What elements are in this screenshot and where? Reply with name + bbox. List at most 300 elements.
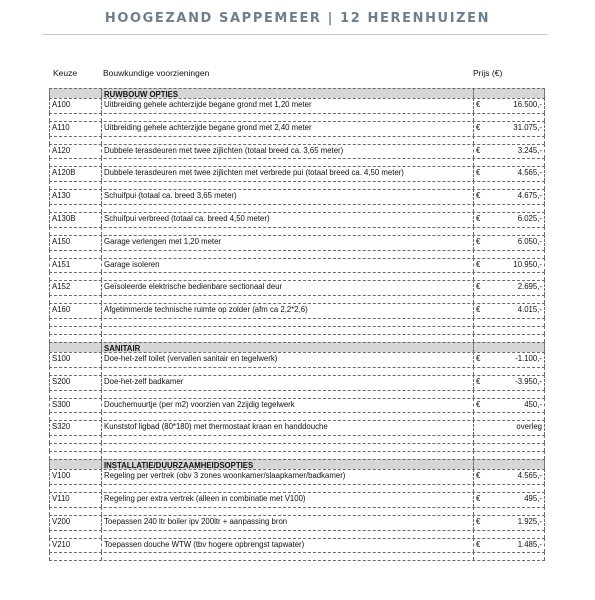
- spacer-row: [49, 530, 545, 538]
- column-divider: [473, 88, 474, 98]
- option-code: A150: [52, 236, 71, 246]
- column-divider: [49, 352, 50, 367]
- column-divider: [49, 98, 50, 113]
- column-divider: [473, 280, 474, 295]
- spacer-row: [49, 136, 545, 144]
- column-divider: [544, 326, 545, 334]
- currency-symbol: €: [476, 145, 481, 155]
- currency-symbol: €: [476, 282, 481, 292]
- column-divider: [101, 98, 102, 113]
- spacer-row: [49, 250, 545, 258]
- column-divider: [101, 334, 102, 342]
- spacer-row: [49, 412, 545, 420]
- column-divider: [49, 88, 50, 98]
- column-divider: [473, 334, 474, 342]
- column-divider: [544, 303, 545, 318]
- column-divider: [101, 484, 102, 492]
- column-divider: [49, 398, 50, 413]
- option-code: V110: [52, 493, 70, 503]
- column-divider: [101, 121, 102, 136]
- option-description: Schuifpui (totaal ca. breed 3,65 meter): [104, 191, 237, 201]
- column-divider: [473, 435, 474, 443]
- column-divider: [473, 515, 474, 530]
- column-divider: [544, 166, 545, 181]
- column-divider: [49, 560, 50, 561]
- currency-symbol: €: [476, 516, 481, 526]
- column-divider: [49, 412, 50, 420]
- column-divider: [473, 469, 474, 484]
- column-divider: [49, 530, 50, 538]
- currency-symbol: €: [476, 399, 481, 409]
- column-divider: [101, 398, 102, 413]
- option-description: Geïsoleerde elektrische bedienbare sectionaal deur: [104, 282, 283, 292]
- table-row: [49, 303, 545, 318]
- option-price: 1.925,-: [517, 516, 542, 526]
- column-divider: [49, 303, 50, 318]
- column-divider: [101, 280, 102, 295]
- column-divider: [101, 390, 102, 398]
- option-description: Dubbele terasdeuren met twee zijlichten met verbrede pui (totaal breed ca. 4,50 meter): [104, 168, 404, 178]
- column-divider: [544, 88, 545, 98]
- spacer-row: [49, 295, 545, 303]
- column-divider: [101, 420, 102, 435]
- column-divider: [101, 235, 102, 250]
- table-row: [49, 144, 545, 159]
- column-divider: [49, 326, 50, 334]
- spacer-row: [49, 451, 545, 459]
- column-divider: [473, 390, 474, 398]
- column-divider: [544, 560, 545, 561]
- column-divider: [473, 352, 474, 367]
- option-description: Regeling per vertrek (obv 3 zones woonkamer/slaapkamer/badkamer): [104, 471, 346, 481]
- column-divider: [544, 469, 545, 484]
- column-divider: [544, 334, 545, 342]
- column-divider: [101, 342, 102, 352]
- spacer-row: [49, 158, 545, 166]
- section-header-row: [49, 342, 545, 352]
- column-divider: [101, 113, 102, 121]
- currency-symbol: €: [476, 168, 481, 178]
- column-divider: [49, 204, 50, 212]
- column-divider: [544, 189, 545, 204]
- column-divider: [473, 375, 474, 390]
- column-divider: [544, 227, 545, 235]
- column-divider: [49, 121, 50, 136]
- options-table: [49, 88, 545, 561]
- column-divider: [49, 227, 50, 235]
- currency-symbol: €: [476, 539, 481, 549]
- column-divider: [101, 451, 102, 459]
- column-divider: [101, 515, 102, 530]
- column-divider: [101, 538, 102, 553]
- option-description: Douchemuurtje (per m2) voorzien van 2zijdig tegelwerk: [104, 399, 295, 409]
- option-price: 495,-: [524, 493, 542, 503]
- option-price: -1.100,-: [515, 353, 542, 363]
- column-divider: [49, 166, 50, 181]
- column-divider: [49, 318, 50, 326]
- column-divider: [544, 352, 545, 367]
- column-divider: [473, 318, 474, 326]
- column-divider: [473, 212, 474, 227]
- option-price: 1.485,-: [517, 539, 542, 549]
- column-divider: [544, 459, 545, 469]
- spacer-row: [49, 334, 545, 342]
- column-divider: [544, 515, 545, 530]
- option-description: Dubbele terasdeuren met twee zijlichten (totaal breed ca. 3,65 meter): [104, 145, 344, 155]
- column-divider: [544, 342, 545, 352]
- column-divider: [101, 507, 102, 515]
- table-row: [49, 98, 545, 113]
- column-divider: [473, 295, 474, 303]
- option-code: V100: [52, 471, 71, 481]
- column-divider: [49, 250, 50, 258]
- spacer-row: [49, 272, 545, 280]
- column-divider: [473, 303, 474, 318]
- column-divider: [101, 258, 102, 273]
- column-divider: [473, 235, 474, 250]
- column-divider: [49, 459, 50, 469]
- section-title: INSTALLATIE/DUURZAAMHEIDSOPTIES: [104, 461, 254, 471]
- column-divider: [473, 342, 474, 352]
- column-divider: [101, 250, 102, 258]
- option-price: 16.500,-: [513, 100, 542, 109]
- column-divider: [101, 552, 102, 560]
- spacer-row: [49, 326, 545, 334]
- column-divider: [101, 166, 102, 181]
- option-price: 450,-: [524, 399, 542, 409]
- spacer-row: [49, 435, 545, 443]
- column-divider: [544, 435, 545, 443]
- column-divider: [473, 484, 474, 492]
- currency-symbol: €: [476, 259, 481, 269]
- column-divider: [473, 507, 474, 515]
- column-divider: [101, 560, 102, 561]
- option-description: Regeling per extra vertrek (alleen in combinatie met V100): [104, 493, 306, 503]
- spacer-row: [49, 484, 545, 492]
- table-row: [49, 492, 545, 507]
- column-divider: [49, 375, 50, 390]
- table-row: [49, 515, 545, 530]
- option-code: A152: [52, 282, 71, 292]
- option-price: 6.050,-: [517, 236, 542, 246]
- column-divider: [101, 212, 102, 227]
- column-divider: [49, 492, 50, 507]
- page-title: HOOGEZAND SAPPEMEER | 12 HERENHUIZEN: [104, 11, 491, 26]
- option-description: Kunststof ligbad (80*180) met thermostaat kraan en handdouche: [104, 422, 328, 432]
- currency-symbol: €: [476, 191, 481, 201]
- column-divider: [101, 367, 102, 375]
- column-divider: [544, 181, 545, 189]
- column-divider: [473, 492, 474, 507]
- table-row: [49, 538, 545, 553]
- column-divider: [49, 507, 50, 515]
- column-divider: [544, 136, 545, 144]
- column-divider: [101, 181, 102, 189]
- spacer-row: [49, 443, 545, 451]
- table-row: [49, 352, 545, 367]
- option-description: Doe-het-zelf toilet (vervallen sanitair en tegelwerk): [104, 353, 278, 363]
- option-code: A130B: [52, 213, 76, 223]
- column-divider: [544, 412, 545, 420]
- column-divider: [544, 484, 545, 492]
- spacer-row: [49, 507, 545, 515]
- column-header-description: Bouwkundige voorzieningen: [103, 68, 210, 78]
- option-price: 2.695,-: [517, 282, 542, 292]
- column-divider: [544, 538, 545, 553]
- title-divider: [43, 34, 548, 35]
- column-header-price: Prijs (€): [473, 68, 503, 78]
- column-divider: [544, 258, 545, 273]
- option-description: Toepassen douche WTW (tbv hogere opbrengst tapwater): [104, 539, 305, 549]
- column-divider: [473, 326, 474, 334]
- column-divider: [49, 113, 50, 121]
- column-divider: [473, 443, 474, 451]
- column-divider: [101, 136, 102, 144]
- option-code: A120B: [52, 168, 76, 178]
- option-code: A110: [52, 122, 70, 132]
- column-divider: [473, 420, 474, 435]
- option-price: 4.675,-: [517, 191, 542, 201]
- column-divider: [473, 459, 474, 469]
- column-divider: [473, 98, 474, 113]
- column-divider: [101, 435, 102, 443]
- option-code: V200: [52, 516, 71, 526]
- column-divider: [49, 272, 50, 280]
- section-title: SANITAIR: [104, 343, 141, 353]
- column-divider: [101, 326, 102, 334]
- spacer-row: [49, 204, 545, 212]
- currency-symbol: €: [476, 493, 481, 503]
- column-divider: [473, 412, 474, 420]
- column-divider: [101, 88, 102, 98]
- column-divider: [49, 280, 50, 295]
- column-divider: [49, 469, 50, 484]
- spacer-row: [49, 367, 545, 375]
- column-divider: [101, 303, 102, 318]
- option-description: Doe-het-zelf badkamer: [104, 376, 184, 386]
- table-row: [49, 258, 545, 273]
- column-divider: [49, 235, 50, 250]
- column-divider: [49, 189, 50, 204]
- column-divider: [544, 552, 545, 560]
- option-description: Uitbreiding gehele achterzijde begane grond met 2,40 meter: [104, 122, 312, 132]
- option-price: -3.950,-: [515, 376, 542, 386]
- column-divider: [544, 280, 545, 295]
- option-code: A160: [52, 305, 71, 315]
- column-divider: [544, 443, 545, 451]
- column-divider: [101, 204, 102, 212]
- column-headers: [0, 68, 595, 82]
- column-divider: [473, 181, 474, 189]
- column-divider: [101, 492, 102, 507]
- currency-symbol: €: [476, 100, 481, 109]
- option-description: Uitbreiding gehele achterzijde begane grond met 1,20 meter: [104, 100, 312, 109]
- option-price: 10.950,-: [513, 259, 542, 269]
- column-divider: [544, 318, 545, 326]
- column-divider: [544, 121, 545, 136]
- option-price: 4.565,-: [517, 471, 542, 481]
- column-divider: [544, 272, 545, 280]
- column-divider: [544, 250, 545, 258]
- option-price: 31.075,-: [513, 122, 542, 132]
- column-divider: [473, 451, 474, 459]
- table-row: [49, 212, 545, 227]
- column-divider: [544, 158, 545, 166]
- option-code: S320: [52, 422, 71, 432]
- option-price: overleg: [516, 422, 542, 432]
- column-divider: [49, 435, 50, 443]
- column-divider: [473, 113, 474, 121]
- option-description: Garage verlengen met 1,20 meter: [104, 236, 222, 246]
- option-code: A151: [52, 259, 71, 269]
- table-row: [49, 375, 545, 390]
- column-divider: [473, 250, 474, 258]
- option-code: A130: [52, 191, 71, 201]
- column-divider: [473, 227, 474, 235]
- column-divider: [101, 227, 102, 235]
- table-row: [49, 420, 545, 435]
- option-code: V210: [52, 539, 71, 549]
- currency-symbol: €: [476, 122, 481, 132]
- option-code: A120: [52, 145, 71, 155]
- column-divider: [473, 272, 474, 280]
- column-divider: [544, 420, 545, 435]
- column-divider: [544, 530, 545, 538]
- currency-symbol: €: [476, 376, 481, 386]
- column-divider: [473, 189, 474, 204]
- column-divider: [544, 451, 545, 459]
- option-description: Schuifpui verbreed (totaal ca. breed 4,50 meter): [104, 213, 270, 223]
- currency-symbol: €: [476, 471, 481, 481]
- currency-symbol: €: [476, 353, 481, 363]
- column-divider: [473, 552, 474, 560]
- column-divider: [473, 367, 474, 375]
- column-divider: [101, 295, 102, 303]
- column-divider: [49, 181, 50, 189]
- column-divider: [49, 136, 50, 144]
- column-divider: [49, 538, 50, 553]
- column-divider: [473, 121, 474, 136]
- option-price: 4.015,-: [517, 305, 542, 315]
- section-title: RUWBOUW OPTIES: [104, 90, 179, 99]
- column-divider: [473, 144, 474, 159]
- table-bottom-border: [49, 560, 545, 561]
- column-divider: [101, 144, 102, 159]
- column-divider: [49, 144, 50, 159]
- currency-symbol: €: [476, 213, 481, 223]
- option-code: S200: [52, 376, 71, 386]
- spacer-row: [49, 113, 545, 121]
- option-description: Afgetimmerde technische ruimte op zolder (afm ca 2,2*2,6): [104, 305, 308, 315]
- column-divider: [473, 538, 474, 553]
- column-divider: [101, 469, 102, 484]
- column-divider: [544, 212, 545, 227]
- table-row: [49, 469, 545, 484]
- option-code: A100: [52, 100, 71, 109]
- option-price: 4.565,-: [517, 168, 542, 178]
- column-divider: [473, 166, 474, 181]
- currency-symbol: €: [476, 236, 481, 246]
- column-divider: [49, 451, 50, 459]
- column-divider: [544, 235, 545, 250]
- column-divider: [544, 204, 545, 212]
- column-divider: [544, 113, 545, 121]
- column-divider: [544, 398, 545, 413]
- spacer-row: [49, 390, 545, 398]
- column-divider: [473, 560, 474, 561]
- spacer-row: [49, 318, 545, 326]
- column-divider: [101, 459, 102, 469]
- column-divider: [544, 492, 545, 507]
- option-description: Toepassen 240 ltr boiler ipv 200ltr + aanpassing bron: [104, 516, 288, 526]
- column-divider: [49, 295, 50, 303]
- column-divider: [49, 334, 50, 342]
- column-divider: [49, 212, 50, 227]
- column-divider: [49, 484, 50, 492]
- column-divider: [101, 352, 102, 367]
- column-divider: [49, 443, 50, 451]
- table-row: [49, 398, 545, 413]
- column-divider: [544, 375, 545, 390]
- option-description: Garage isoleren: [104, 259, 160, 269]
- column-divider: [49, 515, 50, 530]
- section-header-row: [49, 88, 545, 98]
- column-divider: [101, 375, 102, 390]
- table-row: [49, 189, 545, 204]
- column-divider: [544, 98, 545, 113]
- column-divider: [101, 412, 102, 420]
- option-price: 3.245,-: [517, 145, 542, 155]
- option-code: S100: [52, 353, 71, 363]
- column-divider: [473, 158, 474, 166]
- column-divider: [101, 318, 102, 326]
- column-divider: [49, 258, 50, 273]
- column-divider: [473, 398, 474, 413]
- column-divider: [101, 530, 102, 538]
- column-divider: [544, 367, 545, 375]
- column-divider: [473, 204, 474, 212]
- column-header-code: Keuze: [53, 68, 78, 78]
- column-divider: [49, 390, 50, 398]
- spacer-row: [49, 552, 545, 560]
- table-row: [49, 280, 545, 295]
- spacer-row: [49, 227, 545, 235]
- column-divider: [49, 367, 50, 375]
- column-divider: [101, 443, 102, 451]
- column-divider: [544, 144, 545, 159]
- option-price: 6.025,-: [517, 213, 542, 223]
- column-divider: [544, 295, 545, 303]
- option-code: S300: [52, 399, 71, 409]
- column-divider: [101, 189, 102, 204]
- table-row: [49, 166, 545, 181]
- column-divider: [49, 420, 50, 435]
- column-divider: [473, 136, 474, 144]
- column-divider: [101, 272, 102, 280]
- column-divider: [49, 158, 50, 166]
- column-divider: [49, 552, 50, 560]
- column-divider: [544, 390, 545, 398]
- section-header-row: [49, 459, 545, 469]
- column-divider: [49, 342, 50, 352]
- table-row: [49, 121, 545, 136]
- column-divider: [101, 158, 102, 166]
- column-divider: [473, 530, 474, 538]
- column-divider: [473, 258, 474, 273]
- currency-symbol: €: [476, 305, 481, 315]
- table-row: [49, 235, 545, 250]
- spacer-row: [49, 181, 545, 189]
